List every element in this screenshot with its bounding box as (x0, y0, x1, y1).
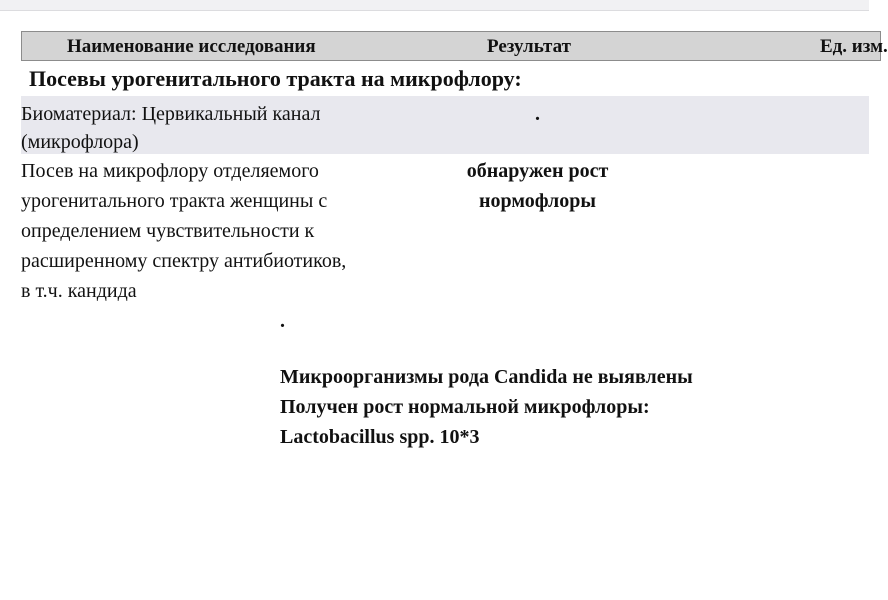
test-name-line: определением чувствительности к (21, 220, 315, 242)
biomaterial-label (21, 100, 401, 156)
header-units: Ед. изм. (820, 36, 888, 57)
biomaterial-label-line: Биоматериал: Цервикальный канал (21, 103, 321, 125)
test-result-line: обнаружен рост (466, 160, 609, 182)
viewer-top-strip (0, 0, 869, 11)
section-title: Посевы урогенитального тракта на микрофлору: (29, 66, 522, 91)
biomaterial-row (21, 96, 869, 154)
header-test-name: Наименование исследования (67, 36, 316, 57)
comment-line: Lactobacillus spp. 10*3 (280, 426, 480, 448)
biomaterial-value: . (535, 103, 540, 125)
test-name (21, 156, 406, 306)
biomaterial-label-line: (микрофлора) (21, 131, 139, 153)
header-result: Результат (487, 36, 571, 57)
test-result (440, 156, 635, 216)
test-name-line: урогенитального тракта женщины с (21, 190, 328, 212)
table-header-row (21, 31, 888, 61)
test-name-line: в т.ч. кандида (21, 280, 137, 302)
comment-spacer (280, 336, 693, 362)
comment-dot: . (280, 310, 285, 332)
test-result-line: нормофлоры (478, 190, 596, 212)
comment-line: Получен рост нормальной микрофлоры: (280, 396, 650, 418)
test-name-line: Посев на микрофлору отделяемого (21, 160, 319, 182)
test-name-line: расширенному спектру антибиотиков, (21, 250, 347, 272)
comment-line: Микроорганизмы рода Candida не выявлены (280, 366, 693, 388)
result-comment (280, 306, 693, 452)
